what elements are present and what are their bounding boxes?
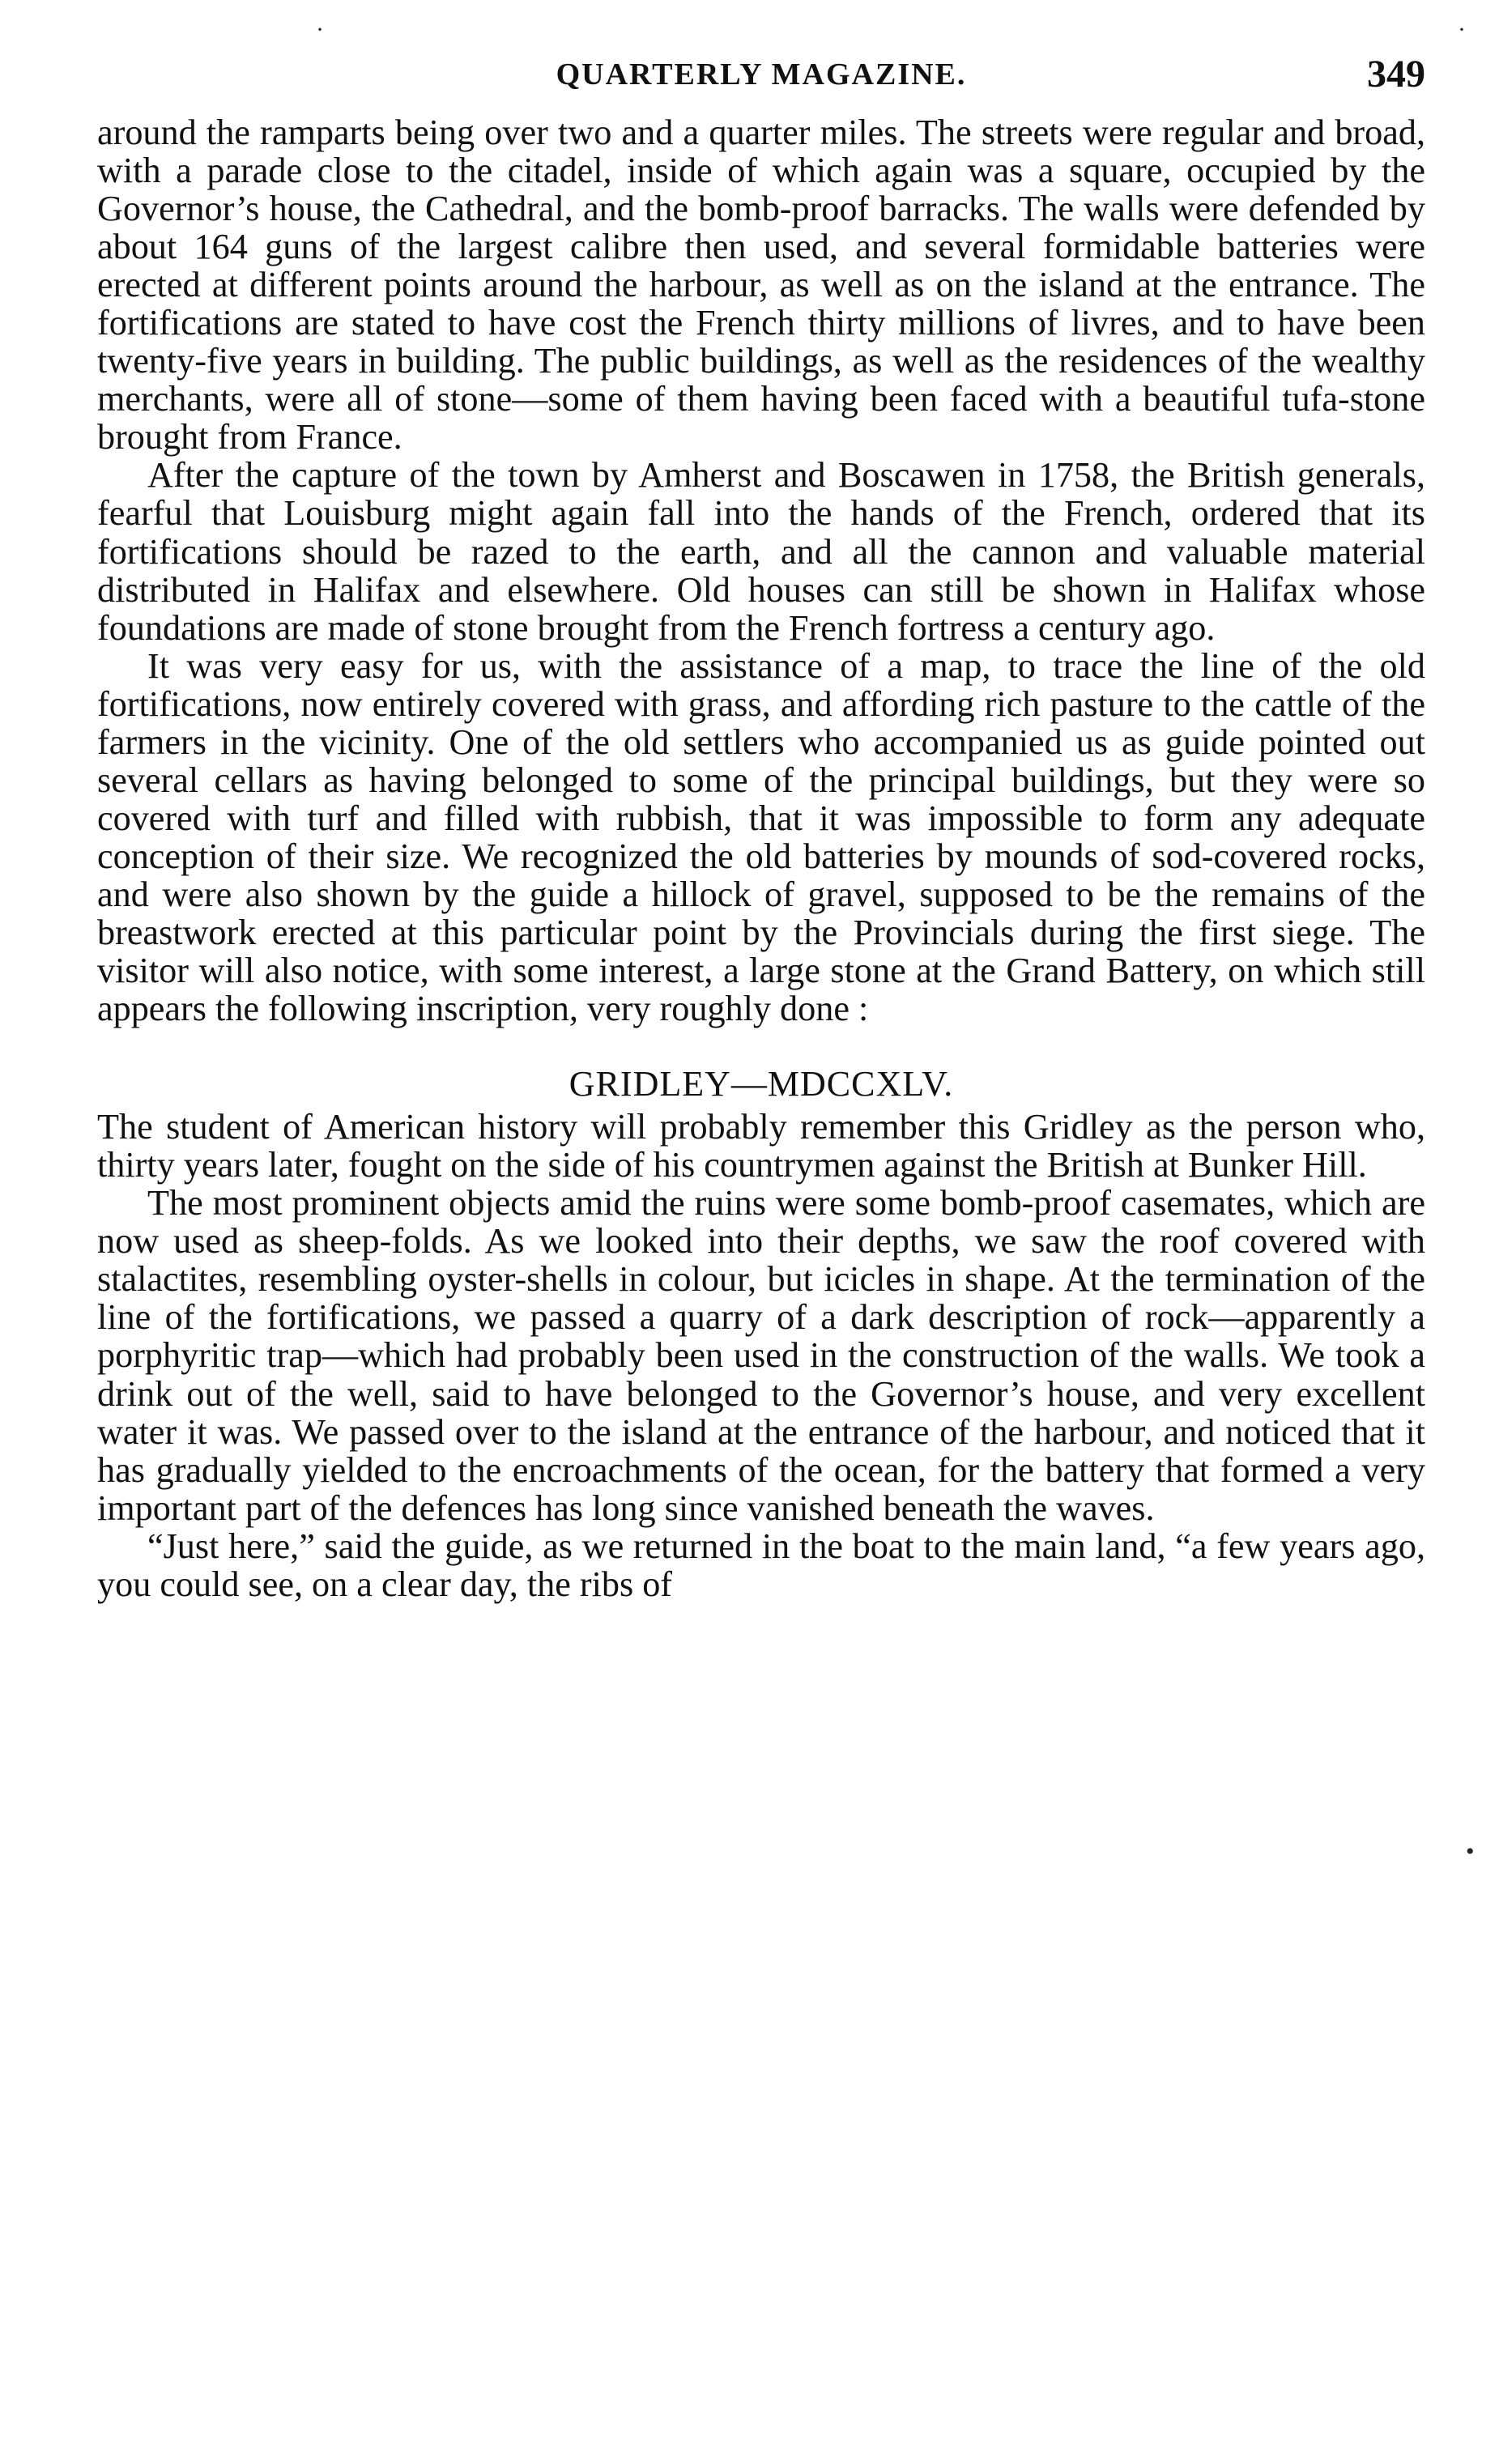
book-page [97,16,1475,2429]
print-speck: · [1458,16,1466,43]
paragraph: “Just here,” said the guide, as we returned in the boat to the main land, “a few years ago, you could see, on a clear day, the ribs of [97,1526,1425,1604]
page-header [97,40,1425,113]
page-number: 349 [1367,53,1425,96]
print-speck: · [316,16,324,43]
paragraph: It was very easy for us, with the assistance of a map, to trace the line of the old fortifications, now entirely covered with grass, and affording rich pasture to the cattle of the farmers in the vicinity. One of the old settlers who accompanied us as guide pointed out several cellars as having belonged to some of the principal buildings, but they were so covered with turf and filled with rubbish, that it was impossible to form any adequate conception of their size. We recognized the old batteries by mounds of sod-covered rocks, and were also shown by the guide a hillock of gravel, supposed to be the remains of the breastwork erected at this particular point by the Provincials during the first siege. The visitor will also notice, with some interest, a large stone at the Grand Battery, on which still appears the following inscription, very roughly done : [97,645,1425,1029]
body-text [97,113,1425,1603]
paragraph: After the capture of the town by Amherst and Boscawen in 1758, the British generals, fearful that Louisburg might again fall into the hands of the French, ordered that its fortifications should be razed to the earth, and all the cannon and valuable material distributed in Halifax and elsewhere. Old houses can still be shown in Halifax whose foundations are made of stone brought from the French fortress a century ago. [97,455,1425,648]
paragraph: The most prominent objects amid the ruins were some bomb-proof casemates, which are now used as sheep-folds. As we looked into their depths, we saw the roof covered with stalactites, resembling oyster-shells in colour, but icicles in shape. At the termination of the line of the fortifications, we passed a quarry of a dark description of rock—apparently a porphyritic trap—which had probably been used in the construction of the walls. We took a drink out of the well, said to have belonged to the Governor’s house, and very excellent water it was. We passed over to the island at the entrance of the harbour, and noticed that it has gradually yielded to the encroachments of the ocean, for the battery that formed a very important part of the defences has long since vanished beneath the waves. [97,1183,1425,1528]
margin-mark: • [1466,1838,1475,1865]
paragraph: The student of American history will probably remember this Gridley as the person who, thirty years later, fought on the side of his countrymen against the British at Bunker Hill. [97,1107,1425,1185]
inscription-heading: GRIDLEY—MDCCXLV. [569,1064,954,1104]
paragraph: around the ramparts being over two and a quarter miles. The streets were regular and broad, with a parade close to the citadel, inside of which again was a square, occupied by the Governor’s house, the Cathedral, and the bomb-proof barracks. The walls were defended by about 164 guns of the largest calibre then used, and several formidable batteries were erected at different points around the harbour, as well as on the island at the entrance. The fortifications are stated to have cost the French thirty millions of livres, and to have been twenty-five years in building. The public buildings, as well as the residences of the wealthy merchants, were all of stone—some of them having been faced with a beautiful tufa-stone brought from France. [97,113,1425,457]
running-title: QUARTERLY MAGAZINE. [556,57,967,91]
